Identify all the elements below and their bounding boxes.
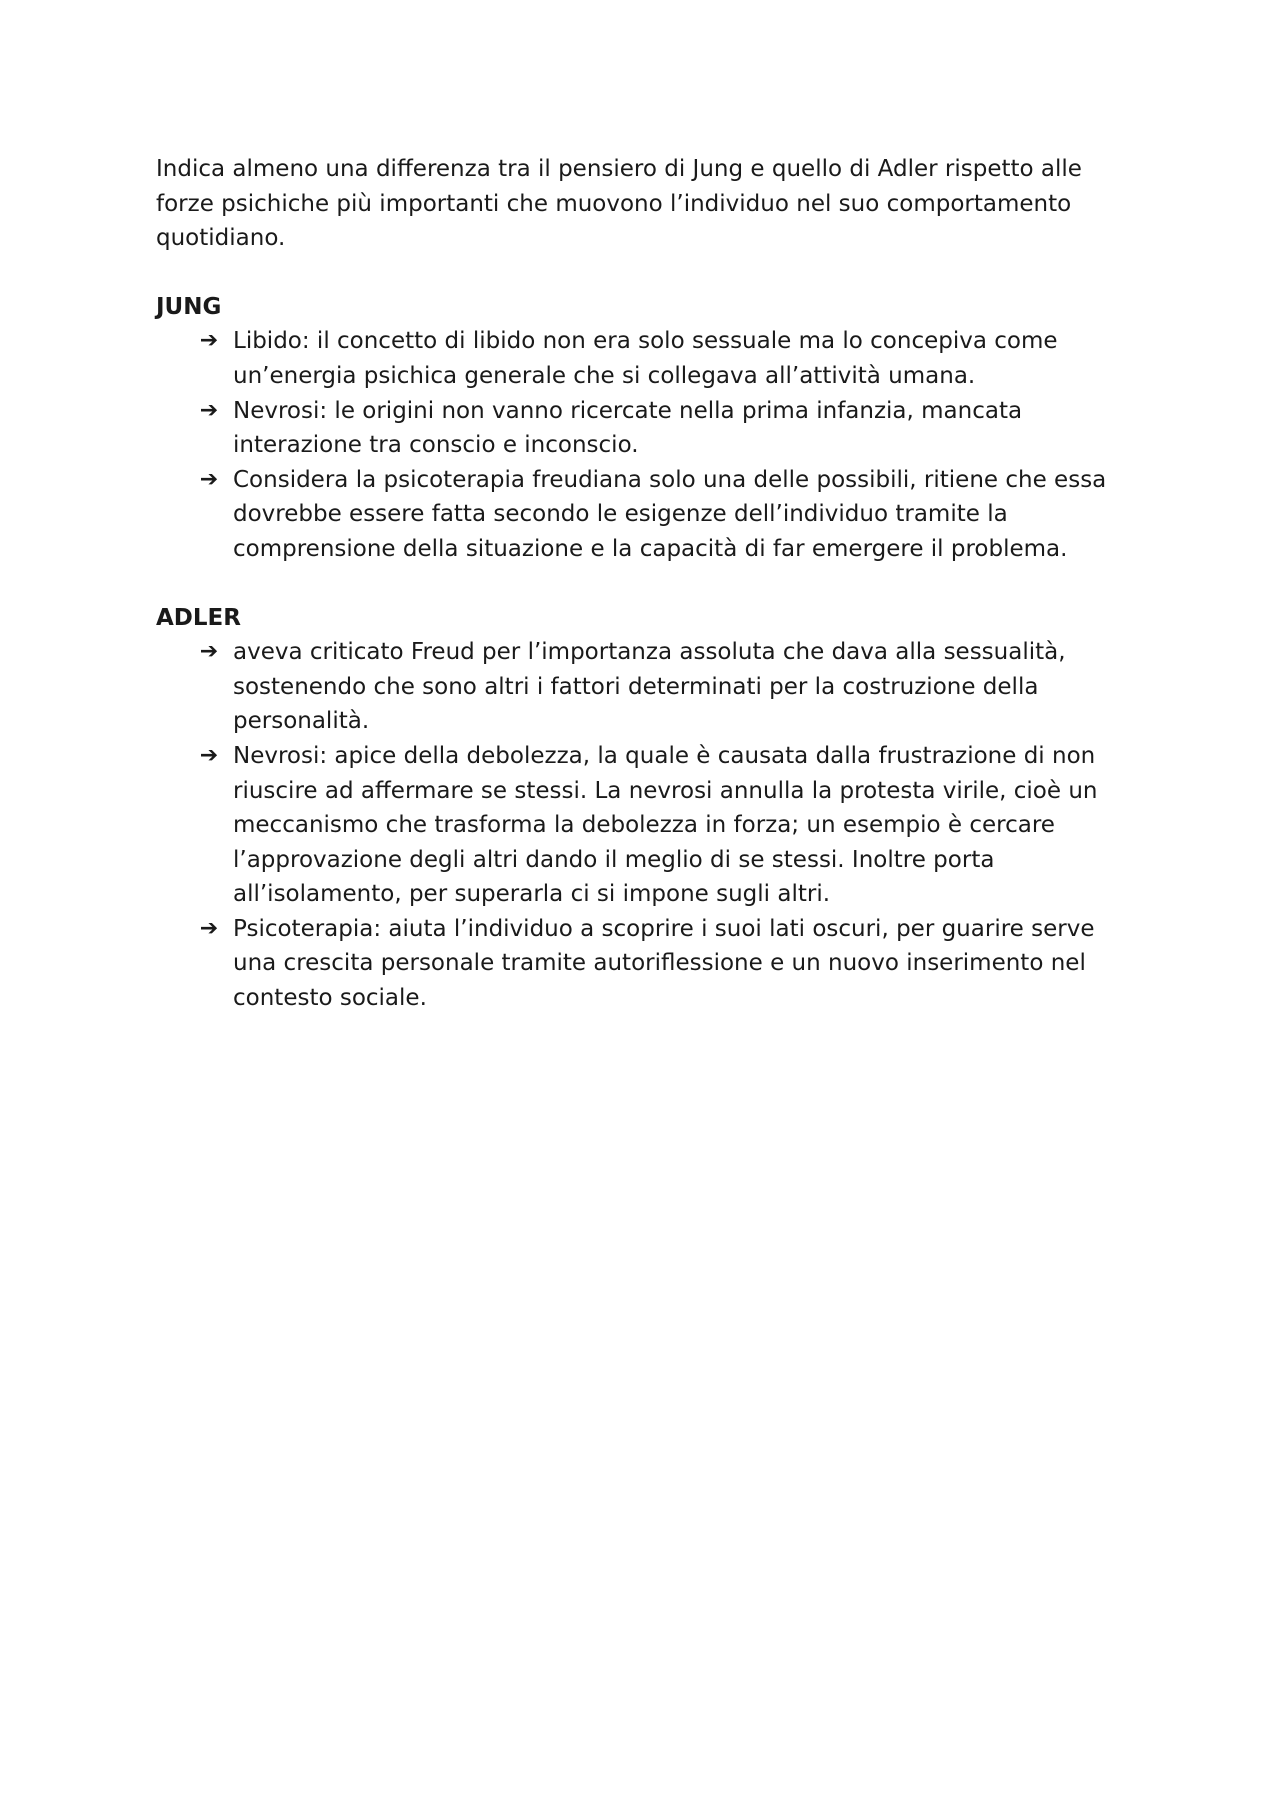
right-arrow-icon: ➔ — [199, 466, 219, 492]
bullet-list-adler — [156, 635, 1126, 1016]
list-item-text: Considera la psicoterapia freudiana solo una delle possibili, ritiene che essa dovrebbe essere fatta secondo le esigenze dell’individuo tramite la comprensione della situazione e la capacità di far emergere il problema. — [233, 466, 1107, 562]
list-item — [156, 739, 1126, 912]
list-item-text: Nevrosi: apice della debolezza, la quale è causata dalla frustrazione di non riuscire ad affermare se stessi. La nevrosi annulla la protesta virile, cioè un meccanismo che trasforma la debolezza in forza; un esempio è cercare l’approvazione degli altri dando il meglio di se stessi. Inoltre porta all’isolamento, per superarla ci si impone sugli altri. — [233, 742, 1098, 908]
right-arrow-icon: ➔ — [199, 397, 219, 423]
list-item-text: Nevrosi: le origini non vanno ricercate nella prima infanzia, mancata interazione tra conscio e inconscio. — [233, 397, 1023, 459]
list-item-text: Libido: il concetto di libido non era solo sessuale ma lo concepiva come un’energia psichica generale che si collegava all’attività umana. — [233, 328, 1058, 389]
list-item — [156, 324, 1126, 393]
section-adler — [156, 601, 1126, 1016]
document-body — [156, 152, 1126, 1050]
list-item — [156, 394, 1126, 463]
right-arrow-icon: ➔ — [199, 639, 219, 665]
right-arrow-icon: ➔ — [199, 742, 219, 768]
intro-question: Indica almeno una differenza tra il pensiero di Jung e quello di Adler rispetto alle forze psichiche più importanti che muovono l’individuo nel suo comportamento quotidiano. — [156, 156, 1082, 252]
list-item-text: Psicoterapia: aiuta l’individuo a scoprire i suoi lati oscuri, per guarire serve una crescita personale tramite autoriflessione e un nuovo inserimento nel contesto sociale. — [233, 915, 1095, 1012]
right-arrow-icon: ➔ — [199, 328, 219, 354]
list-item — [156, 463, 1126, 567]
list-item-text: aveva criticato Freud per l’importanza assoluta che dava alla sessualità, sostenendo che sono altri i fattori determinati per la costruzione della personalità. — [233, 639, 1066, 735]
right-arrow-icon: ➔ — [199, 915, 219, 941]
list-item — [156, 912, 1126, 1016]
section-jung — [156, 290, 1126, 567]
bullet-list-jung — [156, 324, 1126, 566]
list-item — [156, 635, 1126, 739]
section-title-jung: JUNG — [156, 293, 222, 320]
section-title-adler: ADLER — [156, 604, 241, 631]
